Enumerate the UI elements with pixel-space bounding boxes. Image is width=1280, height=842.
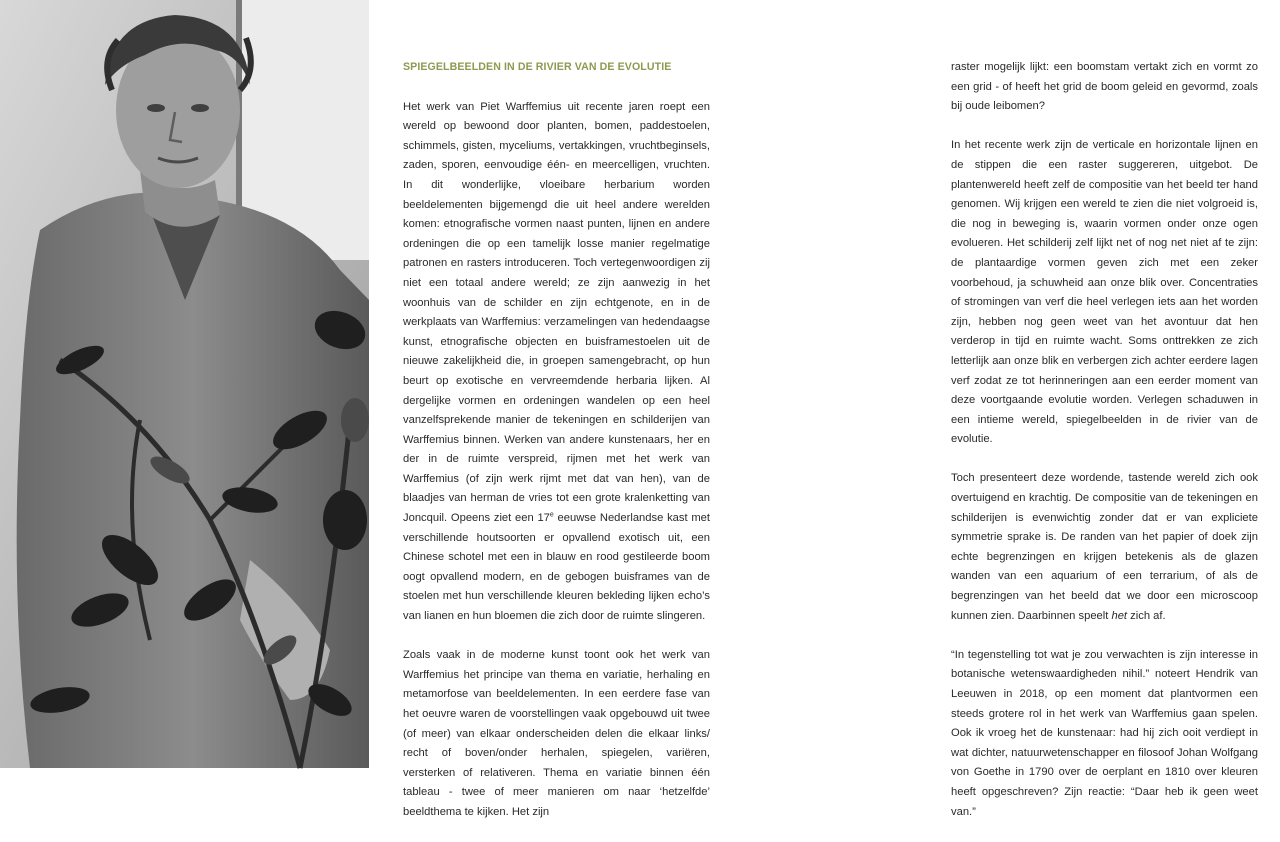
portrait-illustration xyxy=(0,0,369,768)
century-superscript: e xyxy=(549,511,554,519)
article-column-left xyxy=(403,58,710,842)
paragraph-3: raster mogelijk lijkt: een boomstam vertakt zich en vormt zo een grid - of heeft het grid de boom geleid en gevormd, zoals bij oude leibomen? xyxy=(951,61,1258,113)
paragraph-2: Zoals vaak in de moderne kunst toont ook het werk van Warffemius het principe van thema en variatie, herhaling en metamorfose van beeldelementen. In een eerdere fase van het oeuvre waren de voorstellingen vaak opgebouwd uit twee (of meer) van elkaar onderscheiden delen die elkaar links/ recht of boven/onder herhalen, spiegelen, variëren, versterken of relativeren. Thema en variatie binnen één tableau - twee of meer manieren om naar ‘hetzelfde’ beeldthema te kijken. Het zijn xyxy=(403,649,710,818)
article-column-right xyxy=(951,58,1258,842)
paragraph-5-tail: zich af. xyxy=(1127,609,1166,622)
paragraph-1-tail: eeuwse Nederlandse kast met verschillende houtsoorten er opvallend exotisch uit, een Chinese schotel met een in blauw en rood gestileerde boom oogt opvallend modern, en de gebogen buisframes van de stoelen met hun verschillende kleuren bekleding lijken echo’s van lianen en hun bloemen die zich door de ruimte slingeren. xyxy=(403,512,710,623)
article-heading: SPIEGELBEELDEN IN DE RIVIER VAN DE EVOLUTIE xyxy=(403,61,672,73)
paragraph-5 xyxy=(951,469,1258,626)
paragraph-6: “In tegenstelling tot wat je zou verwachten is zijn interesse in botanische wetenswaardigheden nihil.” noteert Hendrik van Leeuwen in 2018, op een moment dat plantvormen een steeds grotere rol in het werk van Warffemius gaan spelen. Ook ik vroeg het de kunstenaar: had hij zich ooit verdiept in wat dichter, natuurwetenschapper en filosoof Johan Wolfgang von Goethe in 1790 over de oerplant en 1810 over kleuren heeft opgeschreven? Zijn reactie: “Daar heb ik geen weet van.” xyxy=(951,648,1258,818)
paragraph-1 xyxy=(403,98,710,627)
paragraph-5-text: Toch presenteert deze wordende, tastende wereld zich ook overtuigend en krachtig. De compositie van de tekeningen en schilderijen is evenwichtig zonder dat er van expliciete symmetrie sprake is. De randen van het papier of doek zijn echte begrenzingen en krijgen betekenis als de glazen wanden van een aquarium of een terrarium, of als de begrenzingen van het beeld dat we door een microscoop kunnen zien. Daarbinnen speelt xyxy=(951,472,1258,622)
artist-photo xyxy=(0,0,369,768)
emphasis-het: het xyxy=(1111,609,1128,622)
paragraph-4: In het recente werk zijn de verticale en horizontale lijnen en de stippen die een raster suggereren, uitgebot. De plantenwereld heeft zelf de compositie van het beeld ter hand genomen. Wij krijgen een wereld te zien die niet volgroeid is, die nog in beweging is, waarin vormen onder onze ogen evolueren. Het schilderij zelf lijkt net of nog net niet af te zijn: de plantaardige vormen geven zich met een zeker voorbehoud, ja schuwheid aan onze blik over. Concentraties of stromingen van verf die heel verlegen iets aan het worden zijn, hebben nog geen weet van het avontuur dat hen verderop in tijd en ruimte wacht. Soms onttrekken ze zich letterlijk aan onze blik en verbergen zich achter eerdere lagen verf zodat ze tot herinneringen aan een eerder moment van deze voortgaande evolutie worden. Verlegen schaduwen in een intieme wereld, spiegelbeelden in de rivier van de evolutie. xyxy=(951,139,1258,446)
paragraph-1-text: Het werk van Piet Warffemius uit recente jaren roept een wereld op bewoond door planten, bomen, paddestoelen, schimmels, gisten, myceliums, vertakkingen, vruchtbeginsels, zaden, sporen, eenvoudige één- en meercelligen, vruchten. In dit wonderlijke, vloeibare herbarium worden beeldelementen bijgemengd die uit heel andere werelden komen: etnografische vormen naast punten, lijnen en andere ordeningen die op een tamelijk losse manier regelmatige patronen en rasters introduceren. Toch vertegenwoordigen zij niet een totaal andere wereld; ze zijn aanwezig in het woonhuis van de schilder en zijn echtgenote, en in de werkplaats van Warffemius: verzamelingen van hedendaagse kunst, etnografische objecten en buisframestoelen uit de nieuwe zakelijkheid die, in groepen samengebracht, op hun beurt op exotische en vervreemdende herbaria lijken. Al dergelijke vormen en ordeningen wandelen op een heel vanzelfsprekende manier de tekeningen en schilderijen van Warffemius binnen. Werken van andere kunstenaars, her en der in de ruimte verspreid, rijmen met het werk van Warffemius (of zijn werk rijmt met dat van hen), van de blaadjes van herman de vries tot een grote kralenketting van Joncquil. Opeens ziet een 17 xyxy=(403,100,710,525)
